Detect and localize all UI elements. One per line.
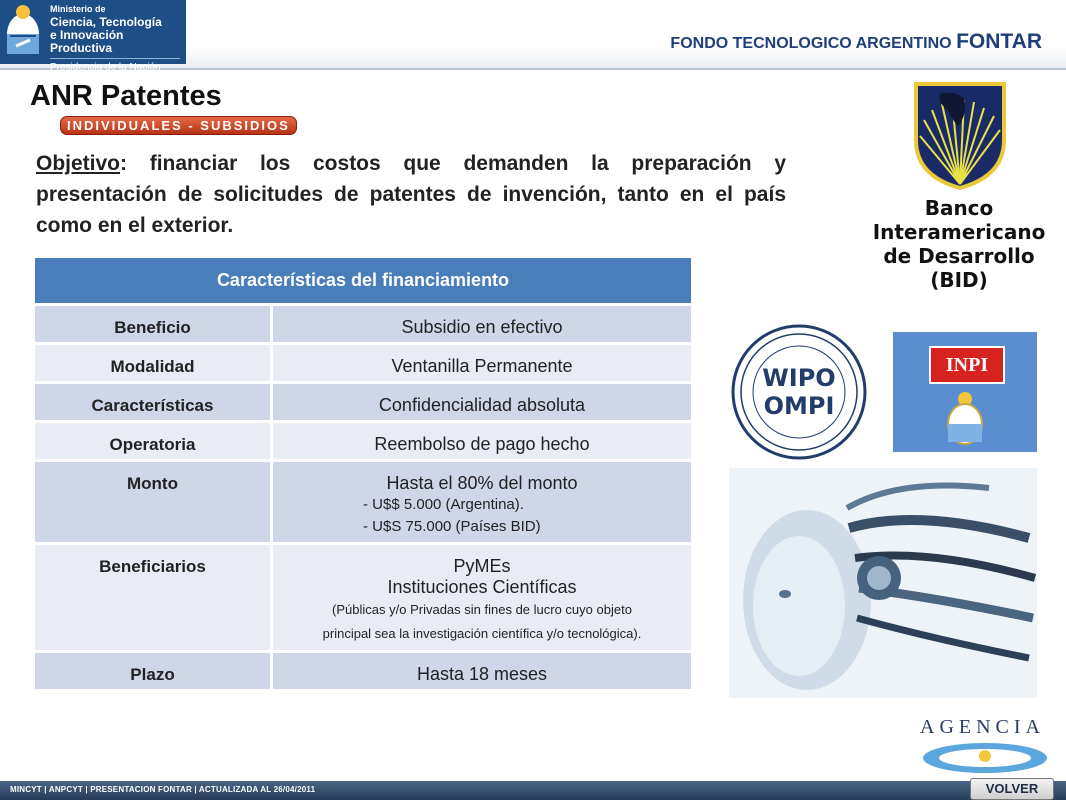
row-key: Operatoria: [35, 422, 272, 461]
table-row: [35, 344, 691, 383]
objective-label: Objetivo: [36, 152, 121, 175]
table-row: [35, 461, 691, 544]
monto-line-1: - U$$ 5.000 (Argentina).: [363, 496, 524, 513]
ministry-logo: [0, 0, 186, 73]
row-value: Subsidio en efectivo: [272, 305, 692, 344]
row-value: Confidencialidad absoluta: [272, 383, 692, 422]
ompi-text: OMPI: [763, 392, 835, 420]
header-bar: [0, 0, 1066, 73]
bid-label: [848, 196, 1066, 292]
objective-paragraph: [36, 148, 786, 241]
row-key: Beneficio: [35, 305, 272, 344]
footer-bar: [0, 781, 1066, 800]
bid-line3: de Desarrollo: [883, 244, 1035, 268]
table-row: [35, 652, 691, 690]
beneficiarios-note-2: principal sea la investigación científica y/o tecnológica).: [322, 626, 642, 641]
wipo-text: WIPO: [762, 364, 836, 392]
beneficiarios-note-1: (Públicas y/o Privadas sin fines de lucro cuyo objeto: [332, 602, 632, 617]
page-title: ANR Patentes: [30, 80, 222, 112]
row-value: Hasta 18 meses: [272, 652, 692, 690]
row-value: Reembolso de pago hecho: [272, 422, 692, 461]
footer-text: MINCYT | ANPCYT | PRESENTACION FONTAR | ACTUALIZADA AL 26/04/2011: [10, 785, 316, 794]
ministry-line3: e Innovación Productiva: [50, 28, 124, 55]
bid-line2: Interamericano: [872, 220, 1046, 244]
volver-button[interactable]: VOLVER: [970, 778, 1054, 800]
robot-head-image: [729, 468, 1037, 698]
agencia-logo-icon: [920, 740, 1050, 776]
fondo-prefix: FONDO TECNOLOGICO ARGENTINO: [670, 35, 952, 52]
bid-logo-icon: [912, 80, 1008, 190]
argentina-shield-icon: [943, 390, 987, 446]
table-header: Características del financiamiento: [35, 258, 691, 305]
argentina-shield-icon: [2, 2, 44, 60]
fontar-label: FONTAR: [956, 30, 1042, 53]
inpi-label: INPI: [929, 346, 1005, 384]
table-row: [35, 383, 691, 422]
ministry-line2: Ciencia, Tecnología: [50, 15, 162, 29]
wipo-ompi-logo: [729, 322, 869, 462]
row-key: Plazo: [35, 652, 272, 690]
row-value: [272, 461, 692, 544]
ministry-line1: Ministerio de: [50, 4, 106, 14]
beneficiarios-line-1: PyMEs: [453, 556, 511, 576]
row-value: [272, 544, 692, 652]
subtitle-badge: INDIVIDUALES - SUBSIDIOS: [60, 116, 297, 135]
row-key: Modalidad: [35, 344, 272, 383]
table-row: [35, 305, 691, 344]
row-key: Beneficiarios: [35, 544, 272, 652]
row-key: Características: [35, 383, 272, 422]
beneficiarios-line-2: Instituciones Científicas: [387, 577, 577, 597]
bid-line1: Banco: [924, 196, 994, 220]
ministry-line4: Presidencia de la Nación: [50, 62, 161, 73]
objective-text: : financiar los costos que demanden la preparación y presentación de solicitudes de patentes de invención, tanto en el país como en el exterior.: [36, 152, 786, 237]
row-key: Monto: [35, 461, 272, 544]
row-value: Ventanilla Permanente: [272, 344, 692, 383]
monto-main: Hasta el 80% del monto: [386, 473, 578, 493]
table-row: [35, 544, 691, 652]
table-row: [35, 422, 691, 461]
monto-line-2: - U$S 75.000 (Países BID): [363, 518, 541, 535]
agencia-label: AGENCIA: [920, 716, 1045, 738]
financing-table: [35, 258, 691, 689]
bid-line4: (BID): [930, 268, 988, 292]
fondo-title: [670, 30, 1042, 54]
inpi-logo: [893, 332, 1037, 452]
